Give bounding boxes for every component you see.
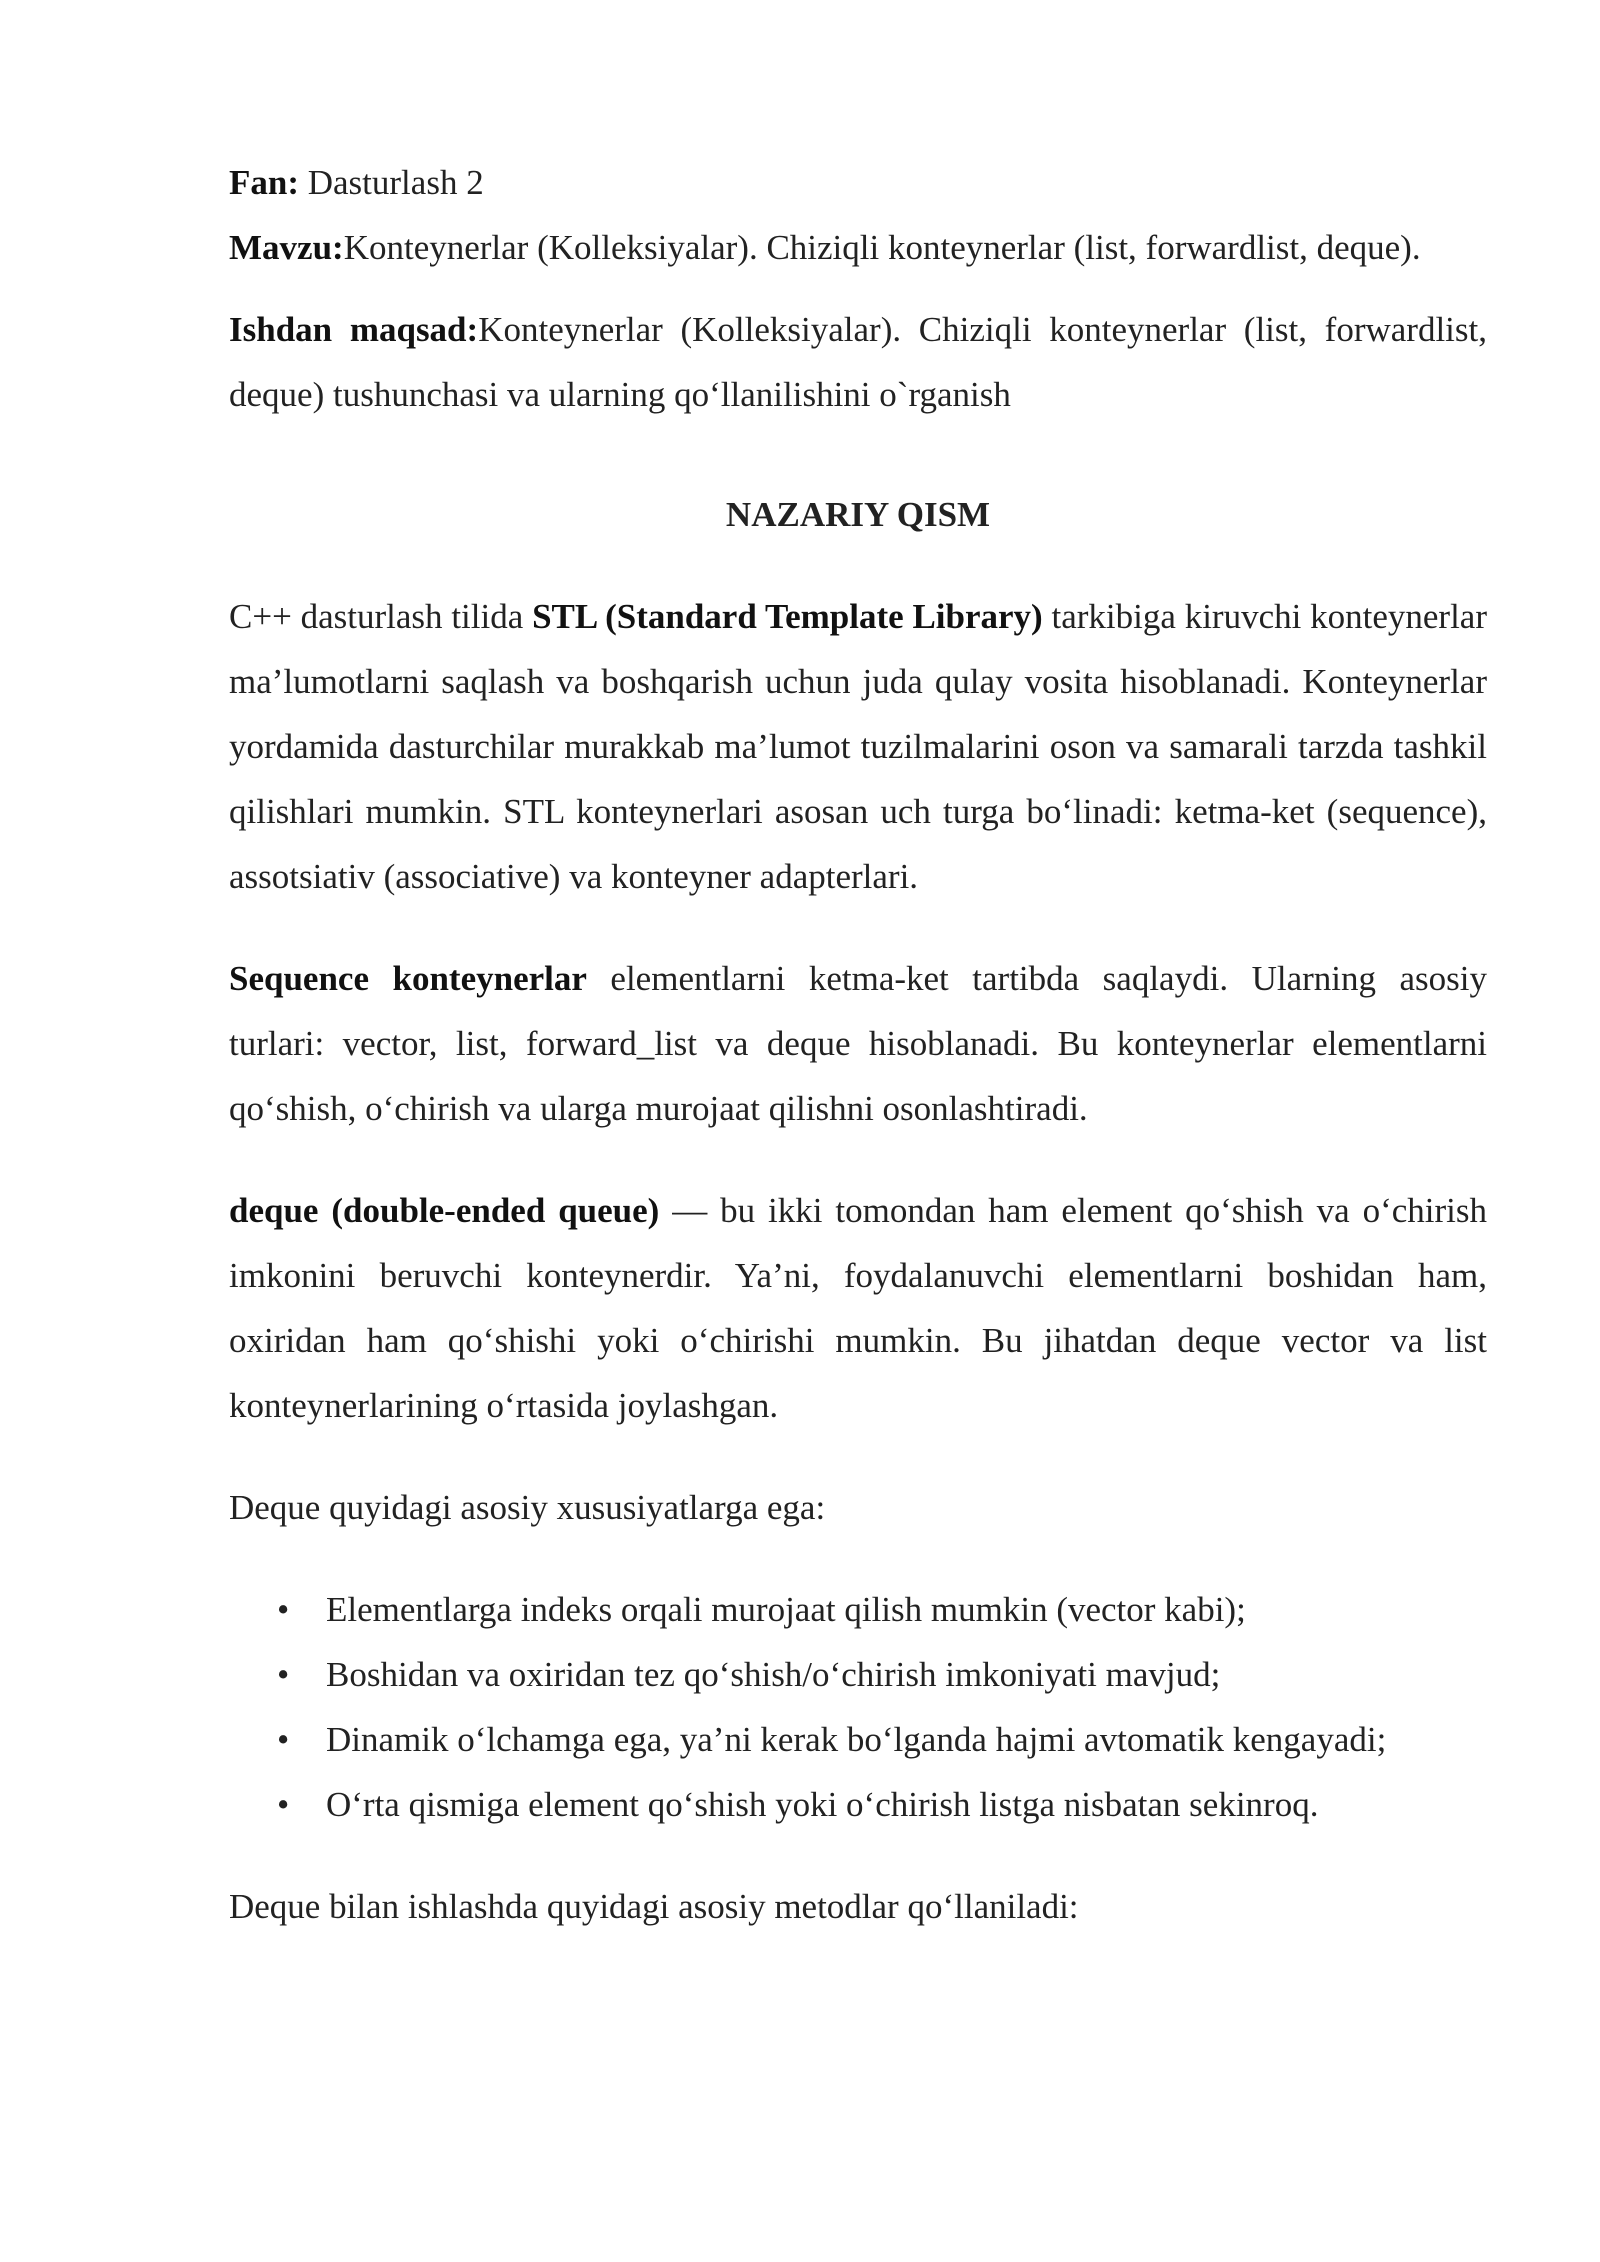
paragraph-deque-rest: — bu ikki tomondan ham element qo‘shish va o‘chirish imkonini beruvchi konteynerdir. Ya’ni, foydalanuvchi elementlarni boshidan ham, oxiridan ham qo‘shishi yoki o‘chirishi mumkin. Bu jihatdan deque vector va list konteynerlarining o‘rtasida joylashgan. (229, 1191, 1487, 1425)
list-item-text: O‘rta qismiga element qo‘shish yoki o‘chirish listga nisbatan sekinroq. (326, 1785, 1319, 1824)
paragraph-stl-intro (229, 584, 1487, 909)
paragraph-features-intro: Deque quyidagi asosiy xususiyatlarga ega: (229, 1488, 826, 1527)
paragraph-stl-intro-rest: tarkibiga kiruvchi konteynerlar ma’lumotlarni saqlash va boshqarish uchun juda qulay vosita hisoblanadi. Konteynerlar yordamida dasturchilar murakkab ma’lumot tuzilmalarini oson va samarali tarzda tashkil qilishlari mumkin. STL konteynerlari asosan uch turga bo‘linadi: ketma-ket (sequence), assotsiativ (associative) va konteyner adapterlari. (229, 597, 1488, 896)
list-item (229, 1642, 1487, 1707)
list-item (229, 1772, 1487, 1837)
paragraph-methods-intro: Deque bilan ishlashda quyidagi asosiy metodlar qo‘llaniladi: (229, 1887, 1079, 1926)
subject-label: Fan: (229, 163, 299, 202)
paragraph-stl-intro-start: C++ dasturlash tilida (229, 597, 533, 636)
list-item (229, 1577, 1487, 1642)
topic-line (229, 215, 1487, 280)
topic-value: Konteynerlar (Kolleksiyalar). Chiziqli konteynerlar (list, forwardlist, deque). (343, 228, 1421, 267)
sequence-term: Sequence konteynerlar (229, 959, 587, 998)
subject-line (229, 150, 1487, 215)
bullet-icon: • (277, 1590, 290, 1629)
goal-label: Ishdan maqsad: (229, 310, 479, 349)
goal-value: Konteynerlar (Kolleksiyalar). Chiziqli konteynerlar (list, forwardlist, deque) tushunchasi va ularning qo‘llanilishini o`rganish (229, 310, 1487, 414)
list-item-text: Elementlarga indeks orqali murojaat qilish mumkin (vector kabi); (326, 1590, 1246, 1629)
topic-label: Mavzu: (229, 228, 344, 267)
list-item (229, 1707, 1487, 1772)
list-item-text: Dinamik o‘lchamga ega, ya’ni kerak bo‘lganda hajmi avtomatik kengayadi; (326, 1720, 1387, 1759)
deque-term: deque (double-ended queue) (229, 1191, 660, 1230)
paragraph-sequence-rest: elementlarni ketma-ket tartibda saqlaydi. Ularning asosiy turlari: vector, list, forward_list va deque hisoblanadi. Bu konteynerlar elementlarni qo‘shish, o‘chirish va ularga murojaat qilishni osonlashtiradi. (229, 959, 1487, 1128)
goal-line (229, 297, 1487, 427)
features-list (229, 1577, 1487, 1837)
subject-value: Dasturlash 2 (299, 163, 484, 202)
bullet-icon: • (277, 1720, 290, 1759)
section-title: NAZARIY QISM (725, 495, 991, 534)
paragraph-deque (229, 1178, 1487, 1438)
stl-term: STL (Standard Template Library) (532, 597, 1043, 636)
paragraph-sequence (229, 946, 1487, 1141)
bullet-icon: • (277, 1655, 290, 1694)
document-page (229, 150, 1487, 1939)
list-item-text: Boshidan va oxiridan tez qo‘shish/o‘chirish imkoniyati mavjud; (326, 1655, 1221, 1694)
bullet-icon: • (277, 1785, 290, 1824)
